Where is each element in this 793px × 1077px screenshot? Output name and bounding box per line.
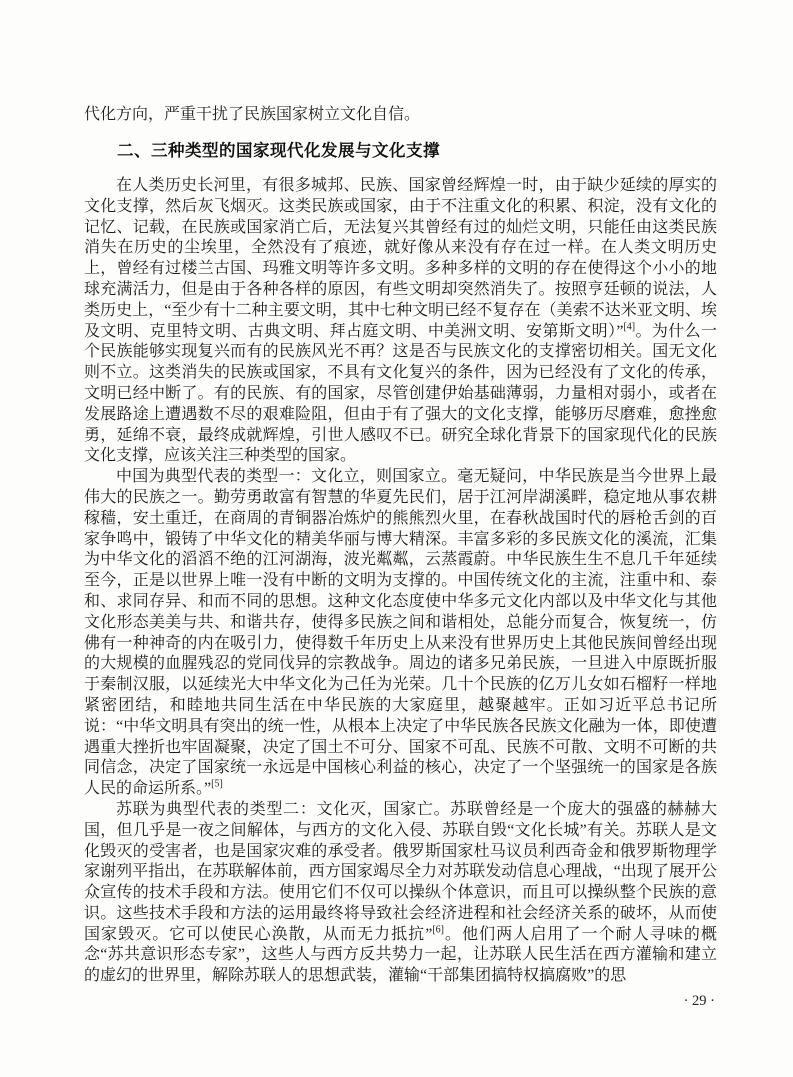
footnote-marker: [5]	[211, 778, 223, 790]
body-paragraph: 中国为典型代表的类型一：文化立，则国家立。毫无疑问，中华民族是当今世界上最伟大的民族之一。勤劳勇敢富有智慧的华夏先民们，居于江河岸湖溪畔，稳定地从事农耕稼穑，安土重迁，在商周的青铜器冶炼炉的熊熊烈火里，在春秋战国时代的唇枪舌剑的百家争鸣中，锻铸了中华文化的精美华丽与博大精深。丰富多彩的多民族文化的溪流，汇集为中华文化的滔滔不绝的江河湖海，波光粼粼，云蒸霞蔚。中华民族生生不息几千年延续至今，正是以世界上唯一没有中断的文明为支撑的。中国传统文化的主流，注重中和、泰和、求同存异、和而不同的思想。这种文化态度使中华多元文化内部以及中华文化与其他文化形态美美与共、和谐共存，使得多民族之间和谐相处，总能分而复合，恢复统一，仿佛有一种神奇的内在吸引力，使得数千年历史上从来没有世界历史上其他民族间曾经出现的大规模的血腥残忍的党同伐异的宗教战争。周边的诸多兄弟民族，一旦进入中原既折服于秦制汉服，以延续光大中华文化为己任为光荣。几十个民族的亿万儿女如石榴籽一样地紧密团结，和睦地共同生活在中华民族的大家庭里，越聚越牢。正如习近平总书记所说：“中华文明具有突出的统一性，从根本上决定了中华民族各民族文化融为一体，即使遭遇重大挫折也牢固凝聚，决定了国土不可分、国家不可乱、民族不可散、文明不可断的共同信念，决定了国家统一永远是中国核心利益的核心，决定了一个坚强统一的国家是各族人民的命运所系。”[5]	[84, 468, 717, 798]
page-number: · 29 ·	[683, 993, 715, 1010]
footnote-marker: [4]	[623, 321, 636, 333]
body-paragraph: 在人类历史长河里，有很多城邦、民族、国家曾经辉煌一时，由于缺少延续的厚实的文化支撑，然后灰飞烟灭。这类民族或国家，由于不注重文化的积累、积淀，没有文化的记忆、记载，在民族或国家消亡后，无法复兴其曾经有过的灿烂文明，只能任由这类民族消失在历史的尘埃里，全然没有了痕迹，就好像从来没有存在过一样。在人类文明历史上，曾经有过楼兰古国、玛雅文明等许多文明。多种多样的文明的存在使得这个小小的地球充满活力，但是由于各种各样的原因，有些文明却突然消失了。按照亨廷顿的说法，人类历史上，“至少有十二种主要文明，其中七种文明已经不复存在（美索不达米亚文明、埃及文明、克里特文明、古典文明、拜占庭文明、中美洲文明、安第斯文明）”[4]。为什么一个民族能够实现复兴而有的民族风光不再？这是否与民族文化的支撑密切相关。国无文化则不立。这类消失的民族或国家，不具有文化复兴的条件，因为已经没有了文化的传承，文明已经中断了。有的民族、有的国家，尽管创建伊始基础薄弱，力量相对弱小，或者在发展路途上遭遇数不尽的艰难险阻，但由于有了强大的文化支撑，能够历尽磨难，愈挫愈勇，延绵不衰，最终成就辉煌，引世人感叹不已。研究全球化背景下的国家现代化的民族文化支撑，应该关注三种类型的国家。	[84, 177, 717, 465]
body-paragraphs	[84, 176, 717, 987]
continuation-line: 代化方向，严重干扰了民族国家树立文化自信。	[84, 106, 421, 123]
body-paragraph: 苏联为典型代表的类型二：文化灭，国家亡。苏联曾经是一个庞大的强盛的赫赫大国，但几乎是一夜之间解体，与西方的文化入侵、苏联自毁“文化长城”有关。苏联人是文化毁灭的受害者，也是国家灾难的承受者。俄罗斯国家杜马议员利西奇金和俄罗斯物理学家谢列平指出，在苏联解体前，西方国家竭尽全力对苏联发动信息心理战，“出现了展开公众宣传的技术手段和方法。使用它们不仅可以操纵个体意识，而且可以操纵整个民族的意识。这些技术手段和方法的运用最终将导致社会经济进程和社会经济关系的破坏，从而使国家毁灭。它可以使民心涣散，从而无力抵抗”[6]。他们两人启用了一个耐人寻味的概念“苏共意识形态专家”，这些人与西方反共势力一起，让苏联人民生活在西方灌输和建立的虚幻的世界里，解除苏联人的思想武装，灌输“干部集团搞特权搞腐败”的思	[84, 800, 717, 985]
text-block	[84, 104, 717, 1011]
footnote-marker: [6]	[432, 924, 444, 936]
section-heading: 二、三种类型的国家现代化发展与文化支撑	[117, 142, 440, 160]
